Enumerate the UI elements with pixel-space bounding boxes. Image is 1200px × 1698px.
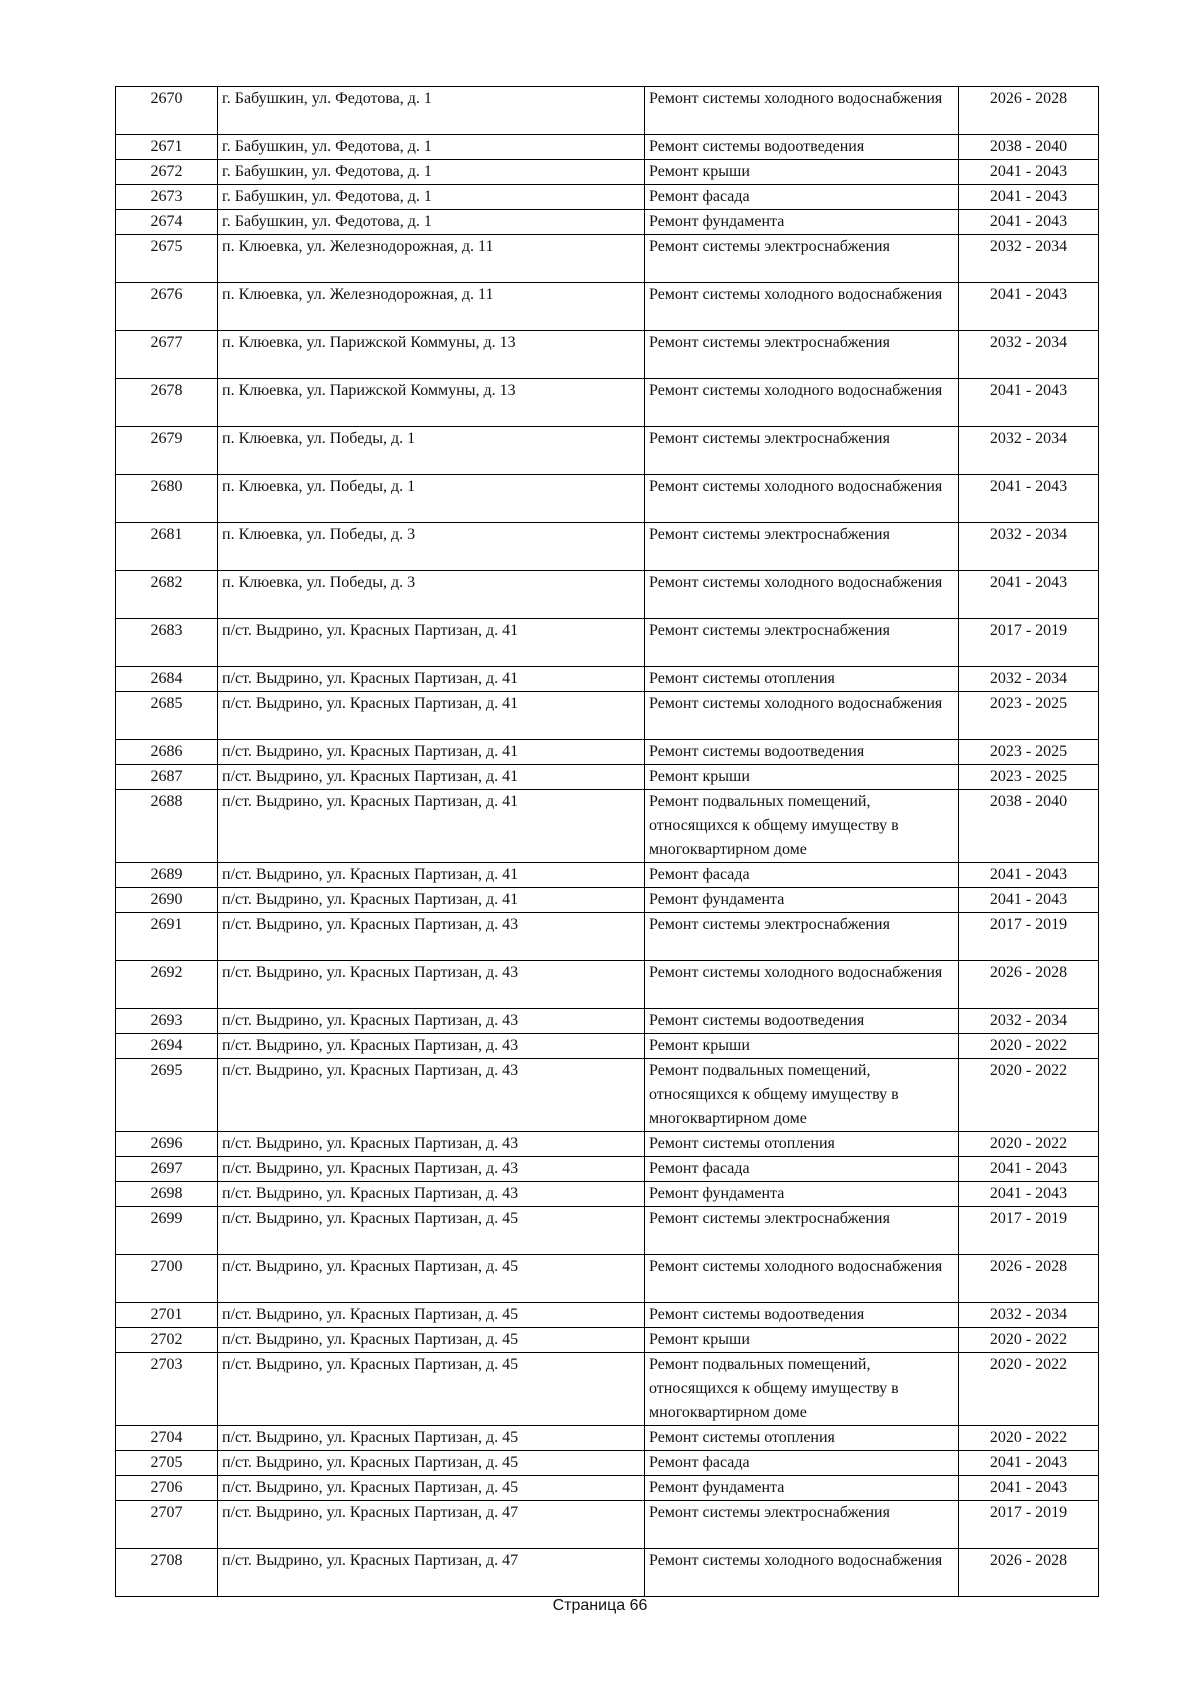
row-number: 2682 xyxy=(116,571,218,619)
row-work-type: Ремонт подвальных помещений, относящихся к общему имуществу в многоквартирном доме xyxy=(645,1059,959,1132)
row-work-type: Ремонт фасада xyxy=(645,185,959,210)
row-work-type: Ремонт системы электроснабжения xyxy=(645,1501,959,1549)
row-number: 2674 xyxy=(116,210,218,235)
row-number: 2686 xyxy=(116,740,218,765)
row-period: 2032 - 2034 xyxy=(959,1303,1099,1328)
table-row xyxy=(116,1255,1099,1303)
row-work-type: Ремонт системы холодного водоснабжения xyxy=(645,1255,959,1303)
row-work-type: Ремонт подвальных помещений, относящихся к общему имуществу в многоквартирном доме xyxy=(645,790,959,863)
row-address: п/ст. Выдрино, ул. Красных Партизан, д. 41 xyxy=(218,765,645,790)
row-period: 2017 - 2019 xyxy=(959,1207,1099,1255)
row-period: 2020 - 2022 xyxy=(959,1059,1099,1132)
row-period: 2020 - 2022 xyxy=(959,1034,1099,1059)
row-work-type: Ремонт системы электроснабжения xyxy=(645,523,959,571)
row-number: 2705 xyxy=(116,1451,218,1476)
row-work-type: Ремонт системы холодного водоснабжения xyxy=(645,283,959,331)
row-number: 2670 xyxy=(116,87,218,135)
row-period: 2017 - 2019 xyxy=(959,913,1099,961)
row-work-type: Ремонт системы водоотведения xyxy=(645,135,959,160)
table-row xyxy=(116,210,1099,235)
row-work-type: Ремонт системы холодного водоснабжения xyxy=(645,475,959,523)
table-row xyxy=(116,1059,1099,1132)
row-period: 2041 - 2043 xyxy=(959,1182,1099,1207)
table-row xyxy=(116,571,1099,619)
row-address: п/ст. Выдрино, ул. Красных Партизан, д. 45 xyxy=(218,1207,645,1255)
row-address: п/ст. Выдрино, ул. Красных Партизан, д. 43 xyxy=(218,1182,645,1207)
row-number: 2694 xyxy=(116,1034,218,1059)
row-number: 2699 xyxy=(116,1207,218,1255)
table-row xyxy=(116,1034,1099,1059)
table-row xyxy=(116,1182,1099,1207)
row-number: 2683 xyxy=(116,619,218,667)
row-address: п/ст. Выдрино, ул. Красных Партизан, д. 41 xyxy=(218,692,645,740)
row-period: 2038 - 2040 xyxy=(959,135,1099,160)
row-period: 2026 - 2028 xyxy=(959,87,1099,135)
row-address: г. Бабушкин, ул. Федотова, д. 1 xyxy=(218,135,645,160)
table-row xyxy=(116,283,1099,331)
row-address: п/ст. Выдрино, ул. Красных Партизан, д. 41 xyxy=(218,790,645,863)
row-period: 2023 - 2025 xyxy=(959,765,1099,790)
table-row xyxy=(116,961,1099,1009)
row-address: г. Бабушкин, ул. Федотова, д. 1 xyxy=(218,160,645,185)
row-period: 2020 - 2022 xyxy=(959,1426,1099,1451)
row-address: п/ст. Выдрино, ул. Красных Партизан, д. 45 xyxy=(218,1328,645,1353)
row-number: 2698 xyxy=(116,1182,218,1207)
row-number: 2691 xyxy=(116,913,218,961)
row-work-type: Ремонт системы отопления xyxy=(645,667,959,692)
table-row xyxy=(116,331,1099,379)
row-address: п. Клюевка, ул. Победы, д. 3 xyxy=(218,571,645,619)
row-period: 2032 - 2034 xyxy=(959,427,1099,475)
row-number: 2695 xyxy=(116,1059,218,1132)
row-number: 2688 xyxy=(116,790,218,863)
row-number: 2676 xyxy=(116,283,218,331)
row-work-type: Ремонт системы отопления xyxy=(645,1426,959,1451)
row-number: 2679 xyxy=(116,427,218,475)
row-period: 2041 - 2043 xyxy=(959,1157,1099,1182)
row-address: п. Клюевка, ул. Железнодорожная, д. 11 xyxy=(218,283,645,331)
table-row xyxy=(116,379,1099,427)
row-address: п/ст. Выдрино, ул. Красных Партизан, д. 41 xyxy=(218,863,645,888)
table-row xyxy=(116,1451,1099,1476)
table-row xyxy=(116,523,1099,571)
row-work-type: Ремонт крыши xyxy=(645,1328,959,1353)
row-address: п/ст. Выдрино, ул. Красных Партизан, д. 45 xyxy=(218,1476,645,1501)
row-period: 2023 - 2025 xyxy=(959,692,1099,740)
row-address: п/ст. Выдрино, ул. Красных Партизан, д. 43 xyxy=(218,1009,645,1034)
table-row xyxy=(116,427,1099,475)
row-period: 2041 - 2043 xyxy=(959,571,1099,619)
row-work-type: Ремонт подвальных помещений, относящихся к общему имуществу в многоквартирном доме xyxy=(645,1353,959,1426)
row-period: 2032 - 2034 xyxy=(959,331,1099,379)
row-number: 2690 xyxy=(116,888,218,913)
row-address: п. Клюевка, ул. Парижской Коммуны, д. 13 xyxy=(218,331,645,379)
row-work-type: Ремонт системы холодного водоснабжения xyxy=(645,379,959,427)
row-work-type: Ремонт системы электроснабжения xyxy=(645,619,959,667)
row-address: п/ст. Выдрино, ул. Красных Партизан, д. 47 xyxy=(218,1549,645,1597)
row-number: 2678 xyxy=(116,379,218,427)
row-period: 2032 - 2034 xyxy=(959,667,1099,692)
row-number: 2696 xyxy=(116,1132,218,1157)
row-work-type: Ремонт крыши xyxy=(645,765,959,790)
row-address: п. Клюевка, ул. Победы, д. 3 xyxy=(218,523,645,571)
row-number: 2701 xyxy=(116,1303,218,1328)
row-work-type: Ремонт фасада xyxy=(645,1157,959,1182)
row-number: 2707 xyxy=(116,1501,218,1549)
row-address: п/ст. Выдрино, ул. Красных Партизан, д. 41 xyxy=(218,888,645,913)
row-number: 2689 xyxy=(116,863,218,888)
row-period: 2032 - 2034 xyxy=(959,523,1099,571)
row-period: 2041 - 2043 xyxy=(959,863,1099,888)
row-work-type: Ремонт системы электроснабжения xyxy=(645,427,959,475)
row-period: 2041 - 2043 xyxy=(959,1451,1099,1476)
row-work-type: Ремонт системы водоотведения xyxy=(645,1303,959,1328)
table-row xyxy=(116,765,1099,790)
row-period: 2017 - 2019 xyxy=(959,1501,1099,1549)
table-row xyxy=(116,185,1099,210)
table-row xyxy=(116,1132,1099,1157)
row-number: 2693 xyxy=(116,1009,218,1034)
row-address: п/ст. Выдрино, ул. Красных Партизан, д. 43 xyxy=(218,1034,645,1059)
table-row xyxy=(116,1303,1099,1328)
row-work-type: Ремонт системы водоотведения xyxy=(645,1009,959,1034)
works-table xyxy=(115,86,1099,1597)
table-row xyxy=(116,667,1099,692)
row-number: 2687 xyxy=(116,765,218,790)
table-row xyxy=(116,1426,1099,1451)
table-row xyxy=(116,863,1099,888)
table-row xyxy=(116,913,1099,961)
row-period: 2038 - 2040 xyxy=(959,790,1099,863)
works-table-body xyxy=(116,87,1099,1597)
table-row xyxy=(116,1328,1099,1353)
row-work-type: Ремонт системы водоотведения xyxy=(645,740,959,765)
row-address: г. Бабушкин, ул. Федотова, д. 1 xyxy=(218,210,645,235)
table-row xyxy=(116,87,1099,135)
row-work-type: Ремонт фасада xyxy=(645,863,959,888)
row-work-type: Ремонт системы электроснабжения xyxy=(645,235,959,283)
table-row xyxy=(116,619,1099,667)
row-address: п/ст. Выдрино, ул. Красных Партизан, д. 45 xyxy=(218,1255,645,1303)
row-period: 2032 - 2034 xyxy=(959,235,1099,283)
row-work-type: Ремонт системы холодного водоснабжения xyxy=(645,87,959,135)
row-address: п/ст. Выдрино, ул. Красных Партизан, д. 45 xyxy=(218,1303,645,1328)
row-work-type: Ремонт фундамента xyxy=(645,210,959,235)
row-address: п. Клюевка, ул. Железнодорожная, д. 11 xyxy=(218,235,645,283)
row-work-type: Ремонт фундамента xyxy=(645,888,959,913)
row-period: 2020 - 2022 xyxy=(959,1328,1099,1353)
row-number: 2681 xyxy=(116,523,218,571)
row-work-type: Ремонт системы холодного водоснабжения xyxy=(645,571,959,619)
row-work-type: Ремонт фасада xyxy=(645,1451,959,1476)
table-row xyxy=(116,1549,1099,1597)
row-address: п/ст. Выдрино, ул. Красных Партизан, д. 43 xyxy=(218,913,645,961)
table-row xyxy=(116,1009,1099,1034)
table-row xyxy=(116,790,1099,863)
row-address: г. Бабушкин, ул. Федотова, д. 1 xyxy=(218,185,645,210)
row-number: 2675 xyxy=(116,235,218,283)
row-number: 2673 xyxy=(116,185,218,210)
row-number: 2680 xyxy=(116,475,218,523)
table-row xyxy=(116,888,1099,913)
row-number: 2671 xyxy=(116,135,218,160)
row-work-type: Ремонт системы электроснабжения xyxy=(645,331,959,379)
row-number: 2672 xyxy=(116,160,218,185)
table-row xyxy=(116,1207,1099,1255)
row-period: 2041 - 2043 xyxy=(959,1476,1099,1501)
row-period: 2041 - 2043 xyxy=(959,160,1099,185)
row-number: 2700 xyxy=(116,1255,218,1303)
row-work-type: Ремонт фундамента xyxy=(645,1476,959,1501)
row-number: 2677 xyxy=(116,331,218,379)
row-period: 2032 - 2034 xyxy=(959,1009,1099,1034)
row-period: 2041 - 2043 xyxy=(959,475,1099,523)
row-number: 2697 xyxy=(116,1157,218,1182)
row-address: п. Клюевка, ул. Парижской Коммуны, д. 13 xyxy=(218,379,645,427)
row-period: 2020 - 2022 xyxy=(959,1132,1099,1157)
row-work-type: Ремонт системы холодного водоснабжения xyxy=(645,961,959,1009)
row-period: 2023 - 2025 xyxy=(959,740,1099,765)
table-row xyxy=(116,692,1099,740)
row-work-type: Ремонт системы отопления xyxy=(645,1132,959,1157)
row-period: 2041 - 2043 xyxy=(959,283,1099,331)
row-address: п/ст. Выдрино, ул. Красных Партизан, д. 41 xyxy=(218,740,645,765)
row-work-type: Ремонт системы электроснабжения xyxy=(645,913,959,961)
row-address: п/ст. Выдрино, ул. Красных Партизан, д. 45 xyxy=(218,1451,645,1476)
row-period: 2020 - 2022 xyxy=(959,1353,1099,1426)
row-address: п. Клюевка, ул. Победы, д. 1 xyxy=(218,475,645,523)
row-number: 2702 xyxy=(116,1328,218,1353)
row-work-type: Ремонт системы холодного водоснабжения xyxy=(645,1549,959,1597)
row-address: п/ст. Выдрино, ул. Красных Партизан, д. 43 xyxy=(218,1059,645,1132)
row-number: 2706 xyxy=(116,1476,218,1501)
row-period: 2041 - 2043 xyxy=(959,210,1099,235)
table-row xyxy=(116,135,1099,160)
row-work-type: Ремонт системы холодного водоснабжения xyxy=(645,692,959,740)
row-work-type: Ремонт крыши xyxy=(645,1034,959,1059)
row-address: п/ст. Выдрино, ул. Красных Партизан, д. 41 xyxy=(218,619,645,667)
row-number: 2692 xyxy=(116,961,218,1009)
row-address: п/ст. Выдрино, ул. Красных Партизан, д. 43 xyxy=(218,1132,645,1157)
row-period: 2041 - 2043 xyxy=(959,888,1099,913)
row-number: 2708 xyxy=(116,1549,218,1597)
row-number: 2703 xyxy=(116,1353,218,1426)
row-work-type: Ремонт системы электроснабжения xyxy=(645,1207,959,1255)
table-row xyxy=(116,740,1099,765)
table-row xyxy=(116,475,1099,523)
row-period: 2026 - 2028 xyxy=(959,961,1099,1009)
table-row xyxy=(116,235,1099,283)
row-address: п/ст. Выдрино, ул. Красных Партизан, д. 41 xyxy=(218,667,645,692)
page-number: Страница 66 xyxy=(552,1597,648,1614)
table-row xyxy=(116,1353,1099,1426)
row-address: п/ст. Выдрино, ул. Красных Партизан, д. 43 xyxy=(218,961,645,1009)
row-period: 2041 - 2043 xyxy=(959,185,1099,210)
row-period: 2041 - 2043 xyxy=(959,379,1099,427)
row-period: 2026 - 2028 xyxy=(959,1549,1099,1597)
row-address: п. Клюевка, ул. Победы, д. 1 xyxy=(218,427,645,475)
row-period: 2026 - 2028 xyxy=(959,1255,1099,1303)
row-address: г. Бабушкин, ул. Федотова, д. 1 xyxy=(218,87,645,135)
row-address: п/ст. Выдрино, ул. Красных Партизан, д. 43 xyxy=(218,1157,645,1182)
table-row xyxy=(116,1157,1099,1182)
row-work-type: Ремонт фундамента xyxy=(645,1182,959,1207)
row-work-type: Ремонт крыши xyxy=(645,160,959,185)
row-number: 2704 xyxy=(116,1426,218,1451)
row-number: 2685 xyxy=(116,692,218,740)
table-row xyxy=(116,160,1099,185)
row-period: 2017 - 2019 xyxy=(959,619,1099,667)
table-row xyxy=(116,1476,1099,1501)
row-address: п/ст. Выдрино, ул. Красных Партизан, д. 47 xyxy=(218,1501,645,1549)
row-address: п/ст. Выдрино, ул. Красных Партизан, д. 45 xyxy=(218,1353,645,1426)
row-number: 2684 xyxy=(116,667,218,692)
row-address: п/ст. Выдрино, ул. Красных Партизан, д. 45 xyxy=(218,1426,645,1451)
table-row xyxy=(116,1501,1099,1549)
